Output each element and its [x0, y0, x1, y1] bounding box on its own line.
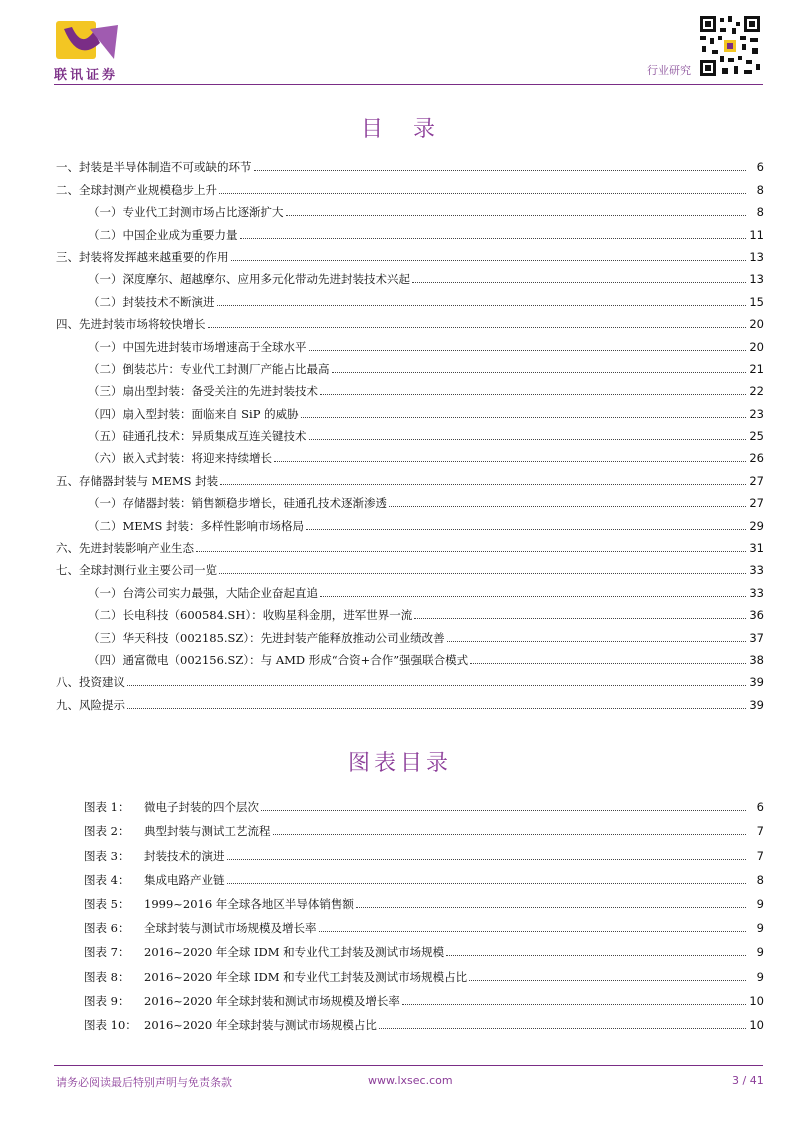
- figure-entry-text: 封装技术的演进: [144, 848, 225, 863]
- figure-entry[interactable]: [84, 1008, 764, 1032]
- toc-entry-text: （三）扇出型封装：备受关注的先进封装技术: [88, 384, 318, 399]
- dot-leader: [402, 1004, 746, 1005]
- dot-leader: [240, 238, 747, 239]
- toc-entry-page: 15: [749, 294, 764, 309]
- figures-title: 图表目录: [347, 751, 452, 776]
- toc-entry-text: （二）倒装芯片：专业代工封测厂产能占比最高: [88, 361, 330, 376]
- dot-leader: [261, 810, 746, 811]
- toc-entry-page: 33: [749, 563, 764, 578]
- figure-entry-text: 2016~2020 年全球封装和测试市场规模及增长率: [144, 993, 400, 1008]
- website-link[interactable]: www.lxsec.com: [368, 1074, 453, 1087]
- toc-entry-page: 38: [749, 652, 764, 667]
- toc-entry-text: 五、存储器封装与 MEMS 封装: [56, 473, 219, 488]
- toc-entry[interactable]: [56, 443, 764, 465]
- dot-leader: [320, 596, 746, 597]
- figure-entry[interactable]: [84, 814, 764, 838]
- toc-entry-text: （二）长电科技（600584.SH）：收购星科金朋，进军世界一流: [88, 608, 413, 623]
- figure-entry-text: 2016~2020 年全球封装与测试市场规模占比: [144, 1017, 377, 1032]
- figure-entry-label: 图表 1：: [84, 800, 130, 815]
- page-number: 3 / 41: [732, 1074, 764, 1087]
- toc-entry[interactable]: [56, 376, 764, 398]
- toc-entry[interactable]: [56, 174, 764, 196]
- toc-entry-text: （二）封装技术不断演进: [88, 294, 215, 309]
- toc-entry-page: 23: [749, 406, 764, 421]
- dot-leader: [227, 883, 747, 884]
- toc-entry-page: 26: [749, 451, 764, 466]
- dot-leader: [217, 305, 747, 306]
- dot-leader: [286, 215, 747, 216]
- toc-entry-text: 六、先进封装影响产业生态: [56, 541, 194, 556]
- toc-entry[interactable]: [56, 219, 764, 241]
- toc-entry[interactable]: [56, 622, 764, 644]
- toc-entry-text: 四、先进封装市场将较快增长: [56, 317, 206, 332]
- figure-entry[interactable]: [84, 959, 764, 983]
- toc-entry-text: 八、投资建议: [56, 675, 125, 690]
- figure-list: [84, 790, 764, 1032]
- toc-entry-text: （二）MEMS 封装：多样性影响市场格局: [88, 518, 304, 533]
- figure-entry-label: 图表 3：: [84, 848, 130, 863]
- toc-entry[interactable]: [56, 152, 764, 174]
- toc-entry-text: （三）华天科技（002185.SZ）：先进封装产能释放推动公司业绩改善: [88, 630, 445, 645]
- dot-leader: [412, 282, 746, 283]
- figure-entry-page: 7: [756, 848, 764, 863]
- toc-entry-page: 13: [749, 249, 764, 264]
- figure-entry[interactable]: [84, 935, 764, 959]
- toc-entry-text: （一）中国先进封装市场增速高于全球水平: [88, 339, 307, 354]
- figure-entry-page: 8: [756, 872, 764, 887]
- dot-leader: [309, 350, 747, 351]
- toc-entry-page: 11: [749, 227, 764, 242]
- dot-leader: [332, 372, 747, 373]
- figure-entry-page: 9: [756, 969, 764, 984]
- dot-leader: [219, 193, 746, 194]
- dot-leader: [379, 1028, 746, 1029]
- figure-entry-text: 2016~2020 年全球 IDM 和专业代工封装及测试市场规模: [144, 945, 445, 960]
- toc-entry-page: 29: [749, 518, 764, 533]
- toc-entry-page: 8: [756, 182, 764, 197]
- figure-entry[interactable]: [84, 984, 764, 1008]
- toc-entry[interactable]: [56, 421, 764, 443]
- figure-entry[interactable]: [84, 887, 764, 911]
- toc-entry-page: 36: [749, 608, 764, 623]
- dot-leader: [274, 461, 746, 462]
- dot-leader: [319, 931, 747, 932]
- dot-leader: [254, 170, 747, 171]
- figure-entry[interactable]: [84, 790, 764, 814]
- toc-entry-text: （六）嵌入式封装：将迎来持续增长: [88, 451, 272, 466]
- toc-entry[interactable]: [56, 264, 764, 286]
- figure-entry-page: 10: [749, 993, 764, 1008]
- toc-entry[interactable]: [56, 331, 764, 353]
- toc-entry[interactable]: [56, 689, 764, 711]
- figure-entry[interactable]: [84, 911, 764, 935]
- toc-entry-page: 39: [749, 675, 764, 690]
- dot-leader: [446, 955, 746, 956]
- toc-entry-page: 8: [756, 205, 764, 220]
- figure-entry-label: 图表 8：: [84, 969, 130, 984]
- toc-entry[interactable]: [56, 286, 764, 308]
- toc-entry-page: 39: [749, 697, 764, 712]
- dot-leader: [447, 641, 746, 642]
- dot-leader: [470, 663, 746, 664]
- toc-entry-page: 21: [749, 361, 764, 376]
- dot-leader: [127, 685, 746, 686]
- toc-entry-page: 20: [749, 339, 764, 354]
- dot-leader: [219, 573, 746, 574]
- figure-entry-page: 6: [756, 800, 764, 815]
- toc-entry-text: （四）扇入型封装：面临来自 SiP 的威胁: [88, 406, 299, 421]
- toc-entry-page: 33: [749, 585, 764, 600]
- toc-entry[interactable]: [56, 465, 764, 487]
- toc-entry-page: 20: [749, 317, 764, 332]
- toc-entry-text: （一）专业代工封测市场占比逐渐扩大: [88, 205, 284, 220]
- toc-entry[interactable]: [56, 510, 764, 532]
- qr-code-icon: [698, 14, 762, 78]
- figure-entry-text: 1999~2016 年全球各地区半导体销售额: [144, 896, 354, 911]
- figure-entry-text: 典型封装与测试工艺流程: [144, 824, 271, 839]
- disclaimer-link[interactable]: 请务必阅读最后特别声明与免责条款: [56, 1076, 232, 1089]
- brand-name: 联讯证券: [54, 68, 119, 83]
- toc-entry-text: （一）存储器封装：销售额稳步增长，硅通孔技术逐渐渗透: [88, 496, 387, 511]
- toc-entry-text: （五）硅通孔技术：异质集成互连关键技术: [88, 429, 307, 444]
- report-type-label: 行业研究: [647, 64, 691, 77]
- dot-leader: [306, 529, 746, 530]
- dot-leader: [356, 907, 746, 908]
- toc-entry[interactable]: [56, 197, 764, 219]
- toc-entry[interactable]: [56, 577, 764, 599]
- figure-entry-text: 2016~2020 年全球 IDM 和专业代工封装及测试市场规模占比: [144, 969, 468, 984]
- toc-entry-text: （二）中国企业成为重要力量: [88, 227, 238, 242]
- dot-leader: [231, 260, 747, 261]
- toc-entry-page: 6: [756, 160, 764, 175]
- dot-leader: [127, 708, 746, 709]
- dot-leader: [414, 618, 746, 619]
- toc-entry-page: 31: [749, 541, 764, 556]
- figure-entry-label: 图表 10：: [84, 1017, 137, 1032]
- toc-entry[interactable]: [56, 667, 764, 689]
- toc-entry[interactable]: [56, 600, 764, 622]
- toc-entry[interactable]: [56, 309, 764, 331]
- figure-entry-text: 集成电路产业链: [144, 872, 225, 887]
- toc-entry-text: （四）通富微电（002156.SZ）：与 AMD 形成“合资+合作”强强联合模式: [88, 652, 469, 667]
- toc-entry[interactable]: [56, 488, 764, 510]
- dot-leader: [220, 484, 746, 485]
- figure-entry-text: 全球封装与测试市场规模及增长率: [144, 921, 317, 936]
- header-divider: [54, 84, 763, 85]
- footer-divider: [54, 1065, 763, 1066]
- toc-entry-text: （一）台湾公司实力最强，大陆企业奋起直追: [88, 585, 318, 600]
- dot-leader: [309, 439, 747, 440]
- dot-leader: [389, 506, 746, 507]
- table-of-contents: [56, 152, 764, 712]
- toc-entry-page: 22: [749, 384, 764, 399]
- figure-entry-label: 图表 6：: [84, 921, 130, 936]
- toc-entry-page: 27: [749, 496, 764, 511]
- dot-leader: [301, 417, 746, 418]
- toc-entry-page: 13: [749, 272, 764, 287]
- dot-leader: [196, 551, 746, 552]
- toc-entry-text: 二、全球封测产业规模稳步上升: [56, 182, 217, 197]
- figure-entry[interactable]: [84, 863, 764, 887]
- figure-entry-page: 9: [756, 945, 764, 960]
- toc-entry[interactable]: [56, 555, 764, 577]
- toc-entry-text: 七、全球封测行业主要公司一览: [56, 563, 217, 578]
- figure-entry-text: 微电子封装的四个层次: [144, 800, 259, 815]
- figure-entry-label: 图表 7：: [84, 945, 130, 960]
- toc-entry-page: 25: [749, 429, 764, 444]
- figure-entry-page: 10: [749, 1017, 764, 1032]
- dot-leader: [320, 394, 746, 395]
- figure-entry-page: 9: [756, 896, 764, 911]
- toc-entry[interactable]: [56, 533, 764, 555]
- figure-entry-label: 图表 5：: [84, 896, 130, 911]
- toc-title: 目 录: [360, 117, 439, 142]
- figure-entry-page: 9: [756, 921, 764, 936]
- figure-entry-label: 图表 4：: [84, 872, 130, 887]
- toc-entry-text: 三、封装将发挥越来越重要的作用: [56, 249, 229, 264]
- toc-entry[interactable]: [56, 645, 764, 667]
- figure-entry-label: 图表 9：: [84, 993, 130, 1008]
- toc-entry-text: 一、封装是半导体制造不可或缺的环节: [56, 160, 252, 175]
- toc-entry-text: （一）深度摩尔、超越摩尔、应用多元化带动先进封装技术兴起: [88, 272, 410, 287]
- toc-entry[interactable]: [56, 398, 764, 420]
- figure-entry-label: 图表 2：: [84, 824, 130, 839]
- dot-leader: [469, 980, 746, 981]
- toc-entry[interactable]: [56, 354, 764, 376]
- toc-entry-page: 37: [749, 630, 764, 645]
- dot-leader: [208, 327, 747, 328]
- dot-leader: [227, 859, 747, 860]
- figure-entry-page: 7: [756, 824, 764, 839]
- toc-entry-text: 九、风险提示: [56, 697, 125, 712]
- toc-entry-page: 27: [749, 473, 764, 488]
- toc-entry[interactable]: [56, 242, 764, 264]
- dot-leader: [273, 834, 747, 835]
- figure-entry[interactable]: [84, 838, 764, 862]
